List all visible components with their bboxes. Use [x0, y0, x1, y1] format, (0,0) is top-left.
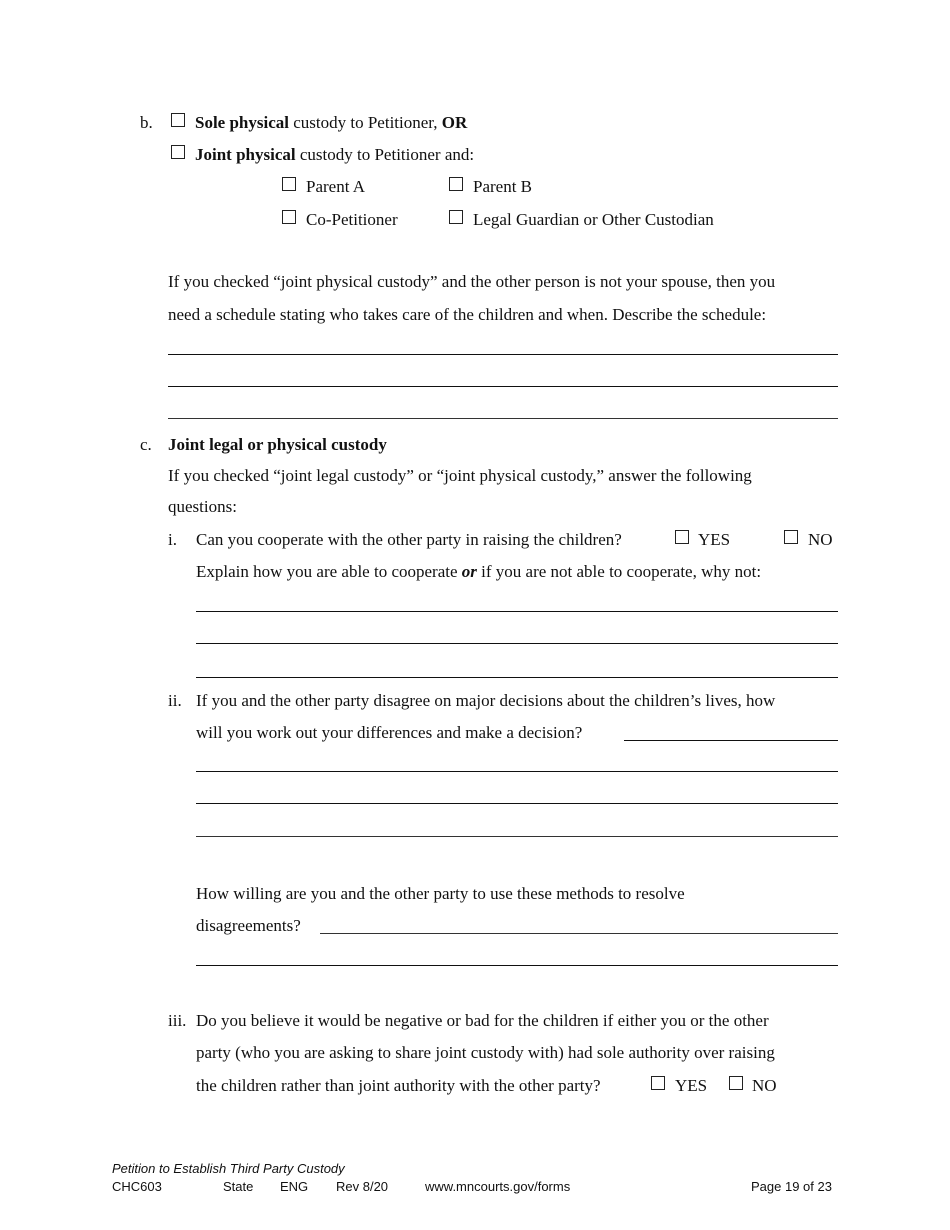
negative-yes-checkbox[interactable]: [651, 1076, 665, 1090]
question-i-text: Can you cooperate with the other party in raising the children?: [196, 530, 622, 549]
joint-physical-checkbox[interactable]: [171, 145, 185, 159]
cooperate-no-label: NO: [808, 530, 833, 549]
footer-jurisdiction: State: [223, 1179, 254, 1194]
footer-language: ENG: [280, 1179, 309, 1194]
co-petitioner-label: Co-Petitioner: [306, 210, 398, 229]
schedule-instruction-line1: If you checked “joint physical custody” and the other person is not your spouse, then you: [168, 272, 776, 291]
willing-answer-line[interactable]: [196, 965, 838, 966]
question-ii-line2: will you work out your differences and make a decision?: [196, 723, 583, 742]
or-bold: OR: [441, 113, 468, 132]
willing-answer-inline-line[interactable]: [320, 933, 838, 934]
question-iii-line1: Do you believe it would be negative or bad for the children if either you or the other: [196, 1011, 769, 1030]
negative-no-label: NO: [752, 1076, 777, 1095]
cooperate-answer-line-2[interactable]: [196, 643, 838, 644]
footer-revision: Rev 8/20: [336, 1179, 389, 1194]
parent-a-label: Parent A: [306, 177, 366, 196]
footer-form-code: CHC603: [112, 1179, 162, 1194]
sole-physical-text: custody to Petitioner,: [289, 113, 438, 132]
explain-pre: Explain how you are able to cooperate: [196, 562, 462, 581]
sole-physical-checkbox[interactable]: [171, 113, 185, 127]
decision-answer-line-1[interactable]: [196, 771, 838, 772]
willing-line2: disagreements?: [196, 916, 301, 935]
question-i-explain: [196, 563, 761, 580]
section-c-intro-line2: questions:: [168, 497, 237, 516]
footer-url-link[interactable]: www.mncourts.gov/forms: [425, 1179, 571, 1194]
parent-a-checkbox[interactable]: [282, 177, 296, 191]
decision-answer-line-2[interactable]: [196, 803, 838, 804]
schedule-instruction-line2: need a schedule stating who takes care of the children and when. Describe the schedule:: [168, 305, 767, 324]
question-ii-label: ii.: [168, 691, 182, 710]
question-iii-label: iii.: [168, 1011, 187, 1030]
decision-answer-inline-line[interactable]: [624, 740, 838, 741]
section-c-label: c.: [140, 435, 152, 454]
schedule-answer-line-1[interactable]: [168, 354, 838, 355]
sole-physical-option: [195, 114, 467, 131]
negative-yes-label: YES: [675, 1076, 708, 1095]
question-iii-line2: party (who you are asking to share joint custody with) had sole authority over raising: [196, 1043, 775, 1062]
schedule-answer-line-3[interactable]: [168, 418, 838, 419]
cooperate-yes-label: YES: [698, 530, 731, 549]
schedule-answer-line-2[interactable]: [168, 386, 838, 387]
willing-line1: How willing are you and the other party to use these methods to resolve: [196, 884, 685, 903]
parent-b-checkbox[interactable]: [449, 177, 463, 191]
decision-answer-line-3[interactable]: [196, 836, 838, 837]
cooperate-yes-checkbox[interactable]: [675, 530, 689, 544]
explain-or: or: [461, 562, 477, 581]
question-ii-line1: If you and the other party disagree on major decisions about the children’s lives, how: [196, 691, 776, 710]
cooperate-answer-line-3[interactable]: [196, 677, 838, 678]
question-iii-line3: the children rather than joint authority with the other party?: [196, 1076, 601, 1095]
co-petitioner-checkbox[interactable]: [282, 210, 296, 224]
cooperate-no-checkbox[interactable]: [784, 530, 798, 544]
guardian-label: Legal Guardian or Other Custodian: [473, 210, 714, 229]
question-i-label: i.: [168, 530, 177, 549]
section-c-heading: Joint legal or physical custody: [168, 435, 387, 454]
joint-physical-bold: Joint physical: [195, 145, 296, 164]
explain-post: if you are not able to cooperate, why not:: [476, 562, 762, 581]
joint-physical-option: [195, 146, 474, 163]
negative-no-checkbox[interactable]: [729, 1076, 743, 1090]
sole-physical-bold: Sole physical: [195, 113, 289, 132]
parent-b-label: Parent B: [473, 177, 533, 196]
footer-page-number: Page 19 of 23: [751, 1179, 832, 1194]
cooperate-answer-line-1[interactable]: [196, 611, 838, 612]
joint-physical-text: custody to Petitioner and:: [295, 145, 475, 164]
guardian-checkbox[interactable]: [449, 210, 463, 224]
section-b-label: b.: [140, 113, 153, 132]
footer-title: Petition to Establish Third Party Custody: [112, 1161, 345, 1176]
section-c-intro-line1: If you checked “joint legal custody” or “joint physical custody,” answer the following: [168, 466, 752, 485]
